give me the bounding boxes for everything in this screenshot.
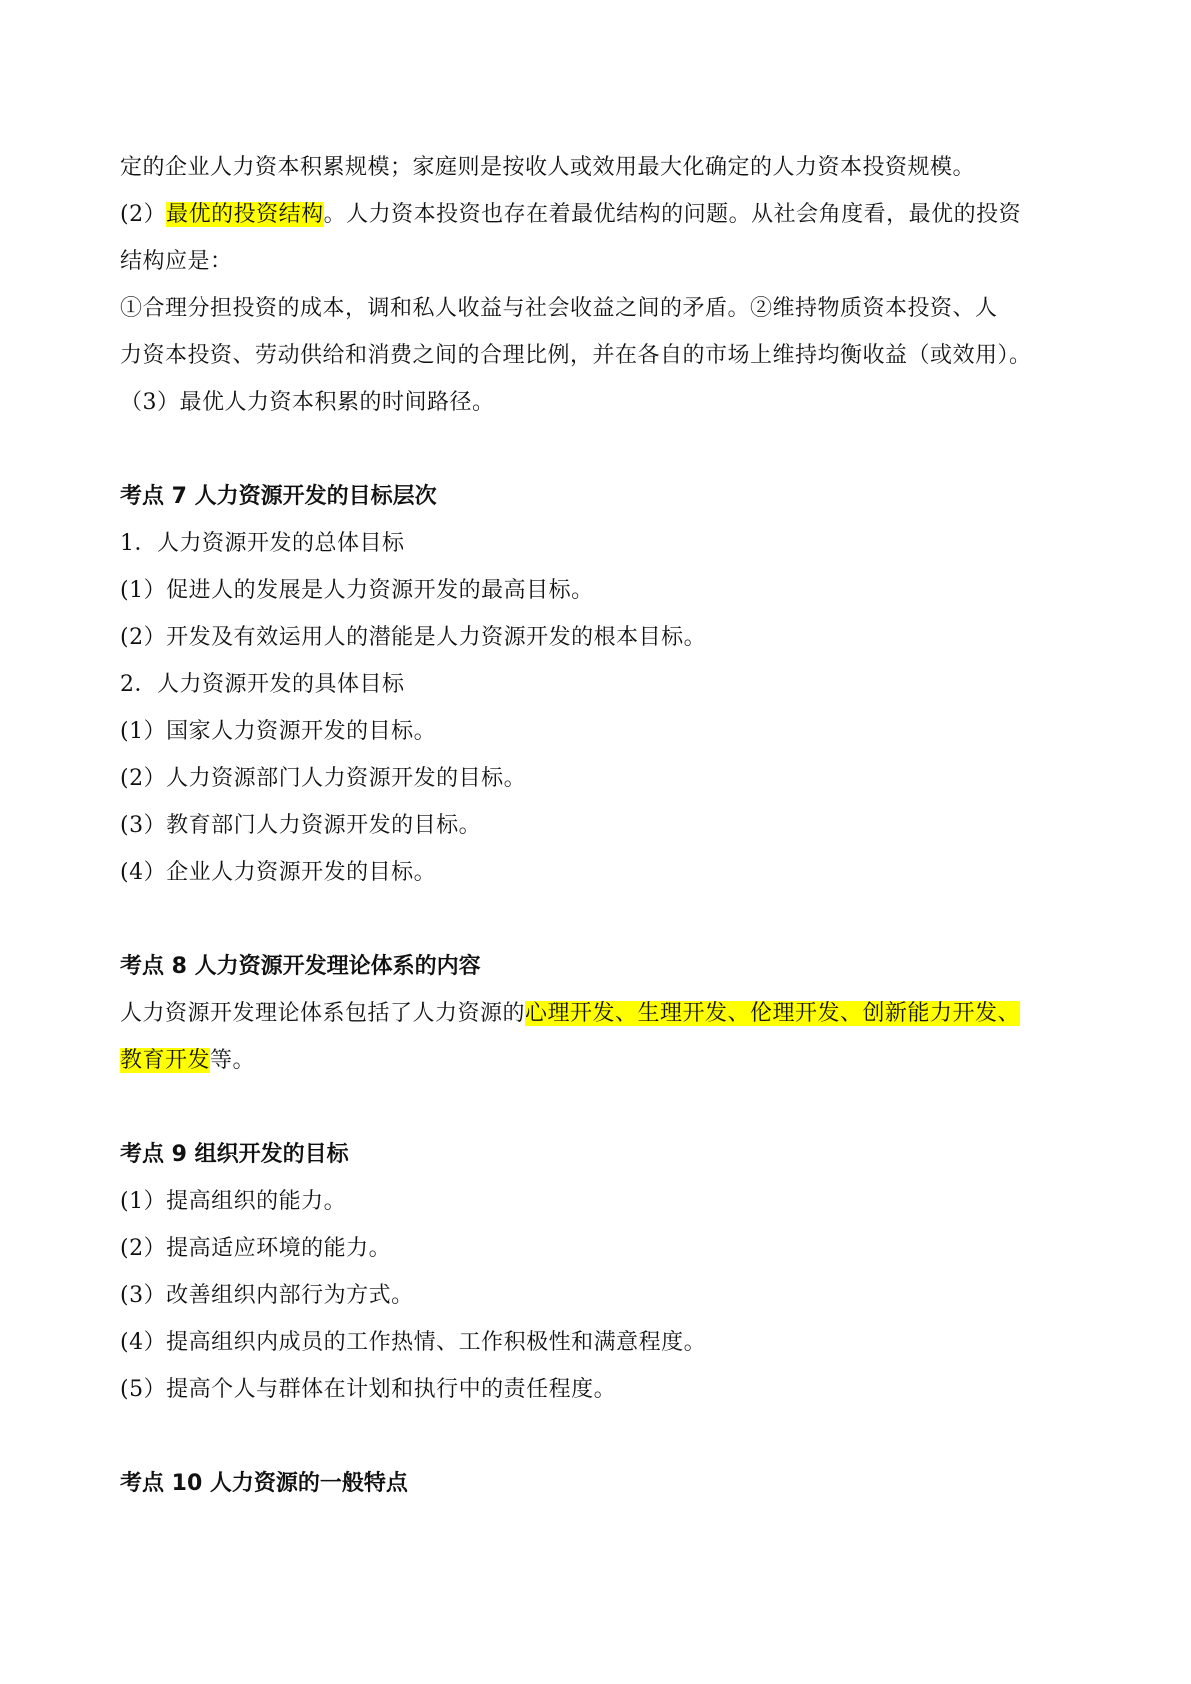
list-item: 1．人力资源开发的总体目标 <box>120 531 405 556</box>
highlighted-text: 最优的投资结构 <box>166 202 324 227</box>
paragraph-line: 定的企业人力资本积累规模；家庭则是按收人或效用最大化确定的人力资本投资规模。 <box>120 155 976 180</box>
list-item: (2）提高适应环境的能力。 <box>120 1236 392 1261</box>
list-item: (4）企业人力资源开发的目标。 <box>120 860 437 885</box>
paragraph-line <box>120 191 1070 238</box>
list-item: 2．人力资源开发的具体目标 <box>120 672 405 697</box>
list-item: (3）教育部门人力资源开发的目标。 <box>120 813 482 838</box>
list-item: (1）国家人力资源开发的目标。 <box>120 719 437 744</box>
highlighted-text: 心理开发、生理开发、伦理开发、创新能力开发、 <box>525 1001 1021 1026</box>
section-heading: 考点 10 人力资源的一般特点 <box>120 1471 408 1496</box>
paragraph-line <box>120 990 1070 1037</box>
section-heading: 考点 9 组织开发的目标 <box>120 1142 349 1167</box>
paragraph-line: （3）最优人力资本积累的时间路径。 <box>120 390 495 415</box>
list-item: (2）人力资源部门人力资源开发的目标。 <box>120 766 527 791</box>
list-item: (3）改善组织内部行为方式。 <box>120 1283 414 1308</box>
section-heading: 考点 8 人力资源开发理论体系的内容 <box>120 954 481 979</box>
list-item: (1）促进人的发展是人力资源开发的最高目标。 <box>120 578 594 603</box>
paragraph-line: 力资本投资、劳动供给和消费之间的合理比例，并在各自的市场上维持均衡收益（或效用）。 <box>120 343 1032 368</box>
spacer <box>120 426 1070 473</box>
paragraph-line: 结构应是： <box>120 249 233 274</box>
list-item: (2）开发及有效运用人的潜能是人力资源开发的根本目标。 <box>120 625 707 650</box>
spacer <box>120 1413 1070 1460</box>
document-page <box>120 144 1070 1507</box>
paragraph-line: ①合理分担投资的成本，调和私人收益与社会收益之间的矛盾。②维持物质资本投资、人 <box>120 296 998 321</box>
paragraph-text: 人力资源开发理论体系包括了人力资源的 <box>120 1001 526 1026</box>
list-item: (4）提高组织内成员的工作热情、工作积极性和满意程度。 <box>120 1330 707 1355</box>
highlighted-text: 教育开发 <box>120 1048 211 1073</box>
list-item: (1）提高组织的能力。 <box>120 1189 347 1214</box>
list-item: (5）提高个人与群体在计划和执行中的责任程度。 <box>120 1377 617 1402</box>
spacer <box>120 1084 1070 1131</box>
paragraph-text: 等。 <box>210 1048 256 1073</box>
paragraph-text: 。人力资本投资也存在着最优结构的问题。从社会角度看，最优的投资 <box>323 202 1022 227</box>
paragraph-line <box>120 1037 1070 1084</box>
list-marker: (2） <box>120 202 167 227</box>
spacer <box>120 896 1070 943</box>
section-heading: 考点 7 人力资源开发的目标层次 <box>120 484 437 509</box>
